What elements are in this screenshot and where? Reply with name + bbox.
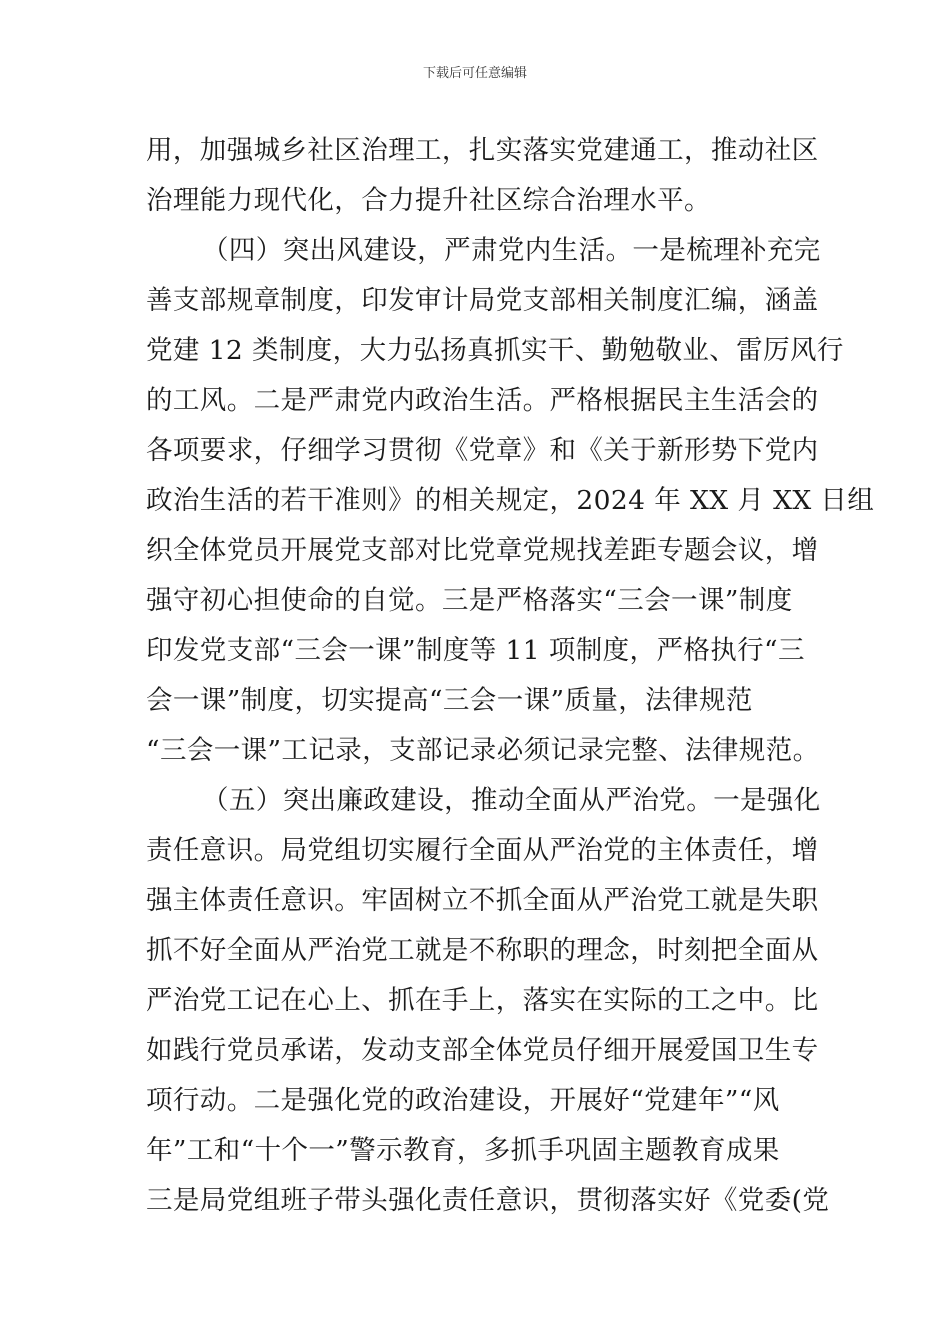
text-line: 的工风。二是严肃党内政治生活。严格根据民主生活会的 [146,385,819,416]
text-line: 如践行党员承诺，发动支部全体党员仔细开展爱国卫生专 [146,1035,819,1066]
text-line: 印发党支部“三会一课”制度等 11 项制度，严格执行“三 [146,635,805,666]
document-body [146,126,875,1226]
text-line: 会一课”制度，切实提高“三会一课”质量，法律规范 [146,685,753,716]
text-line: 各项要求，仔细学习贯彻《党章》和《关于新形势下党内 [146,435,819,466]
text-line: 善支部规章制度，印发审计局党支部相关制度汇编，涵盖 [146,285,819,316]
text-line: 强守初心担使命的自觉。三是严格落实“三会一课”制度 [146,585,793,616]
text-line: 三是局党组班子带头强化责任意识，贯彻落实好《党委(党 [146,1185,830,1216]
text-line: 责任意识。局党组切实履行全面从严治党的主体责任，增 [146,835,819,866]
paragraph-start-line: （四）突出风建设，严肃党内生活。一是梳理补充完 [202,235,821,266]
text-line: 严治党工记在心上、抓在手上，落实在实际的工之中。比 [146,985,819,1016]
text-line: “三会一课”工记录，支部记录必须记录完整、法律规范。 [146,735,820,766]
paragraph-start-line: （五）突出廉政建设，推动全面从严治党。一是强化 [202,785,821,816]
text-line: 强主体责任意识。牢固树立不抓全面从严治党工就是失职 [146,885,819,916]
text-line: 政治生活的若干准则》的相关规定，2024 年 XX 月 XX 日组 [146,485,875,516]
text-line: 治理能力现代化，合力提升社区综合治理水平。 [146,185,711,216]
text-line: 项行动。二是强化党的政治建设，开展好“党建年”“风 [146,1085,780,1116]
text-line: 用，加强城乡社区治理工，扎实落实党建通工，推动社区 [146,135,819,166]
text-line: 党建 12 类制度，大力弘扬真抓实干、勤勉敬业、雷厉风行 [146,335,844,366]
text-line: 年”工和“十个一”警示教育，多抓手巩固主题教育成果 [146,1135,780,1166]
text-line: 抓不好全面从严治党工就是不称职的理念，时刻把全面从 [146,935,819,966]
text-line: 织全体党员开展党支部对比党章党规找差距专题会议，增 [146,535,819,566]
page-header: 下载后可任意编辑 [422,66,527,81]
